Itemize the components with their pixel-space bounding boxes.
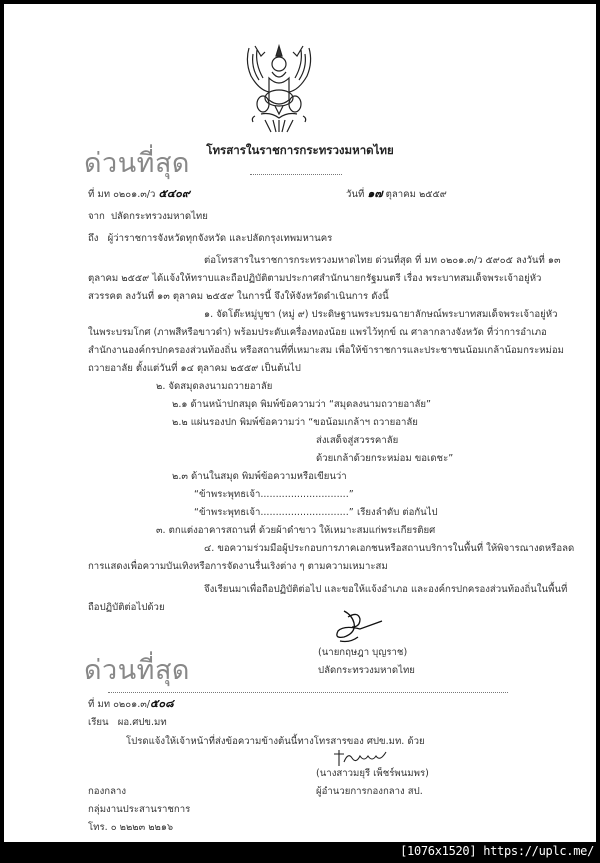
body-line: เรียงลำดับ ต่อกันไป — [357, 507, 438, 518]
body-line: ๒.๓ ด้านในสมุด พิมพ์ข้อความหรือเขียนว่า — [172, 471, 347, 482]
body-line: ๓. ตกแต่งอาคารสถานที่ ด้วยผ้าดำขาว ให้เหมาะสมแก่พระเกียรติยศ — [156, 525, 436, 536]
memo-to-line — [88, 717, 167, 729]
from-line — [88, 211, 208, 223]
body-line: ๑. จัดโต๊ะหมู่บูชา (หมู่ ๙) ประดิษฐานพระบรมฉายาลักษณ์พระบาทสมเด็จพระเจ้าอยู่หัว — [204, 309, 558, 320]
reference-prefix: ที่ มท ๐๒๐๑.๓/ว — [88, 189, 156, 200]
body-line: ตุลาคม ๒๕๕๙ ได้แจ้งให้ทราบและถือปฏิบัติตามประกาศสำนักนายกรัฐมนตรี เรื่อง พระบาทสมเด็จพระเจ้าอยู่หัว — [88, 273, 542, 284]
date-label: วันที่ — [346, 189, 365, 200]
signer-name: (นายกฤษฎา บุญราช) — [318, 647, 408, 658]
urgency-stamp-memo: ด่วนที่สุด — [84, 655, 190, 686]
body-line: ด้วยเกล้าด้วยกระหม่อม ขอเดชะ” — [316, 453, 454, 464]
body-line: ๔. ขอความร่วมมือผู้ประกอบการภาคเอกชนหรือสถานบริการในพื้นที่ ให้พิจารณางดหรือลด — [204, 543, 575, 554]
date-day-handwritten: ๑๗ — [367, 187, 383, 200]
body-line: ๒.๑ ด้านหน้าปกสมุด พิมพ์ข้อความว่า “สมุดลงนามถวายอาลัย” — [172, 399, 431, 410]
body-line: ๒.๒ แผ่นรองปก พิมพ์ข้อความว่า “ขอน้อมเกล้าฯ ถวายอาลัย — [172, 417, 418, 428]
memo-signer-name: (นางสาวมยุรี เพ็ชร์พนมพร) — [316, 768, 429, 779]
body-line: ถือปฏิบัติต่อไปด้วย — [88, 602, 165, 613]
memo-signer-title: ผู้อำนวยการกองกลาง สป. — [316, 786, 423, 797]
to-value: ผู้ว่าราชการจังหวัดทุกจังหวัด และปลัดกรุงเทพมหานคร — [107, 233, 333, 244]
document-title: โทรสารในราชการกระทรวงมหาดไทย — [206, 143, 394, 157]
department: กองกลาง — [88, 786, 127, 797]
reference-number — [88, 188, 190, 201]
signer-title: ปลัดกระทรวงมหาดไทย — [318, 665, 415, 676]
watermark-text: [1076x1520] https://uplc.me/ — [400, 844, 594, 858]
date-month-year: ตุลาคม ๒๕๕๙ — [385, 189, 447, 200]
from-value: ปลัดกระทรวงมหาดไทย — [110, 211, 208, 222]
fax-document-page — [4, 4, 596, 842]
image-footer-bar — [0, 842, 600, 863]
memo-reference-number — [88, 698, 174, 711]
body-line: สวรรคต ลงวันที่ ๑๓ ตุลาคม ๒๕๕๙ ในการนี้ จึงให้จังหวัดดำเนินการ ดังนี้ — [88, 291, 389, 302]
from-label: จาก — [88, 211, 105, 222]
body-line: ในพระบรมโกศ (ภาพสีหรือขาวดำ) พร้อมประดับเครื่องทองน้อย แพรไว้ทุกข์ ณ ศาลากลางจังหวัด ที่ว่าการอำเภอ — [88, 327, 547, 338]
body-line: จึงเรียนมาเพื่อถือปฏิบัติต่อไป และขอให้แจ้งอำเภอ และองค์กรปกครองส่วนท้องถิ่นในพื้นที่ — [204, 584, 568, 595]
memo-to-value: ผอ.ศปข.มท — [117, 717, 167, 728]
memo-reference-handwritten-number: ๕๐๘ — [150, 697, 174, 710]
body-line: สำนักงานองค์กรปกครองส่วนท้องถิ่น หรือสถานที่ที่เหมาะสม เพื่อให้ข้าราชการและประชาชนน้อมเกล้าน้อมกระหม่อม — [88, 345, 564, 356]
phone-number: โทร. ๐ ๒๒๒๓ ๒๒๑๖ — [88, 822, 174, 833]
body-line: ๒. จัดสมุดลงนามถวายอาลัย — [156, 381, 273, 392]
letter-date — [346, 188, 447, 201]
body-line: การแสดงเพื่อความบันเทิงหรือการจัดงานรื่นเริงต่าง ๆ ตามความเหมาะสม — [88, 561, 388, 572]
memo-signature-icon — [330, 748, 390, 770]
memo-dotted-separator — [108, 692, 508, 693]
signature-icon — [330, 607, 390, 647]
title-dotted-line — [250, 174, 342, 175]
body-line: “ข้าพระพุทธเจ้า.............................” — [194, 489, 354, 500]
body-line: “ข้าพระพุทธเจ้า.............................” — [194, 507, 354, 518]
urgency-stamp: ด่วนที่สุด — [84, 148, 190, 179]
body-line: ต่อโทรสารในราชการกระทรวงมหาดไทย ด่วนที่สุด ที่ มท ๐๒๐๑.๓/ว ๕๙๐๕ ลงวันที่ ๑๓ — [204, 255, 561, 266]
memo-reference-prefix: ที่ มท ๐๒๐๑.๓/ — [88, 699, 151, 710]
to-line — [88, 233, 332, 245]
reference-handwritten-number: ๕๔๐๙ — [158, 187, 190, 200]
body-line: ส่งเสด็จสู่สวรรคาลัย — [316, 435, 399, 446]
to-label: ถึง — [88, 233, 99, 244]
memo-to-label: เรียน — [88, 717, 109, 728]
memo-body: โปรดแจ้งให้เจ้าหน้าที่ส่งข้อความข้างต้นนี้ทางโทรสารของ ศปข.มท. ด้วย — [126, 736, 425, 747]
garuda-emblem-icon — [241, 42, 317, 134]
division: กลุ่มงานประสานราชการ — [88, 804, 191, 815]
body-line: ถวายอาลัย ตั้งแต่วันที่ ๑๔ ตุลาคม ๒๕๕๙ เป็นต้นไป — [88, 363, 301, 374]
